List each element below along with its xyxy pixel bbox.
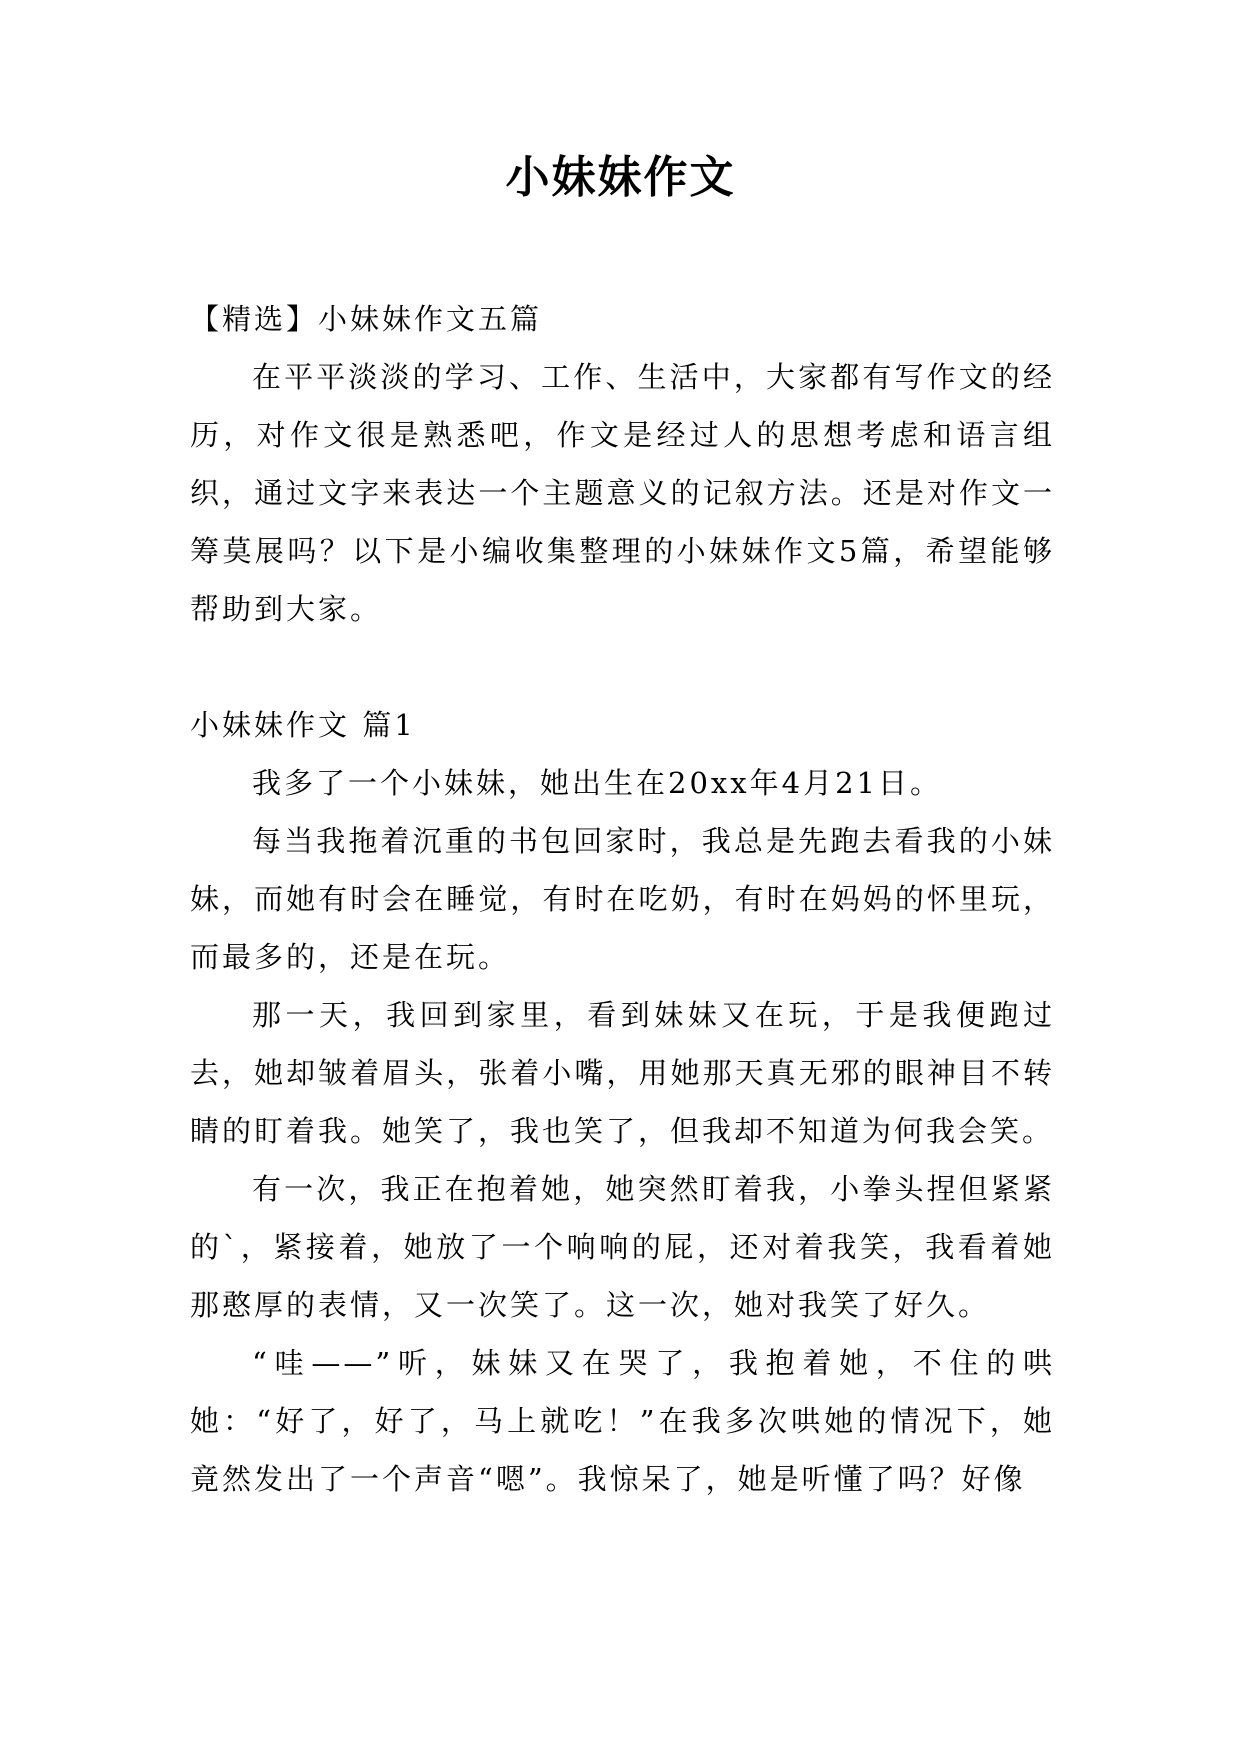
document-body bbox=[190, 290, 1055, 1508]
body-paragraph: “哇——”听，妹妹又在哭了，我抱着她，不住的哄她：“好了，好了，马上就吃！”在我多次哄她的情况下，她竟然发出了一个声音“嗯”。我惊呆了，她是听懂了吗？好像 bbox=[190, 1346, 1055, 1496]
document-title: 小妹妹作文 bbox=[505, 152, 736, 203]
section-spacer bbox=[190, 638, 1055, 696]
section-heading: 小妹妹作文 篇1 bbox=[190, 708, 416, 742]
intro-paragraph: 在平平淡淡的学习、工作、生活中，大家都有写作文的经历，对作文很是熟悉吧，作文是经过人的思想考虑和语言组织，通过文字来表达一个主题意义的记叙方法。还是对作文一筹莫展吗？以下是小编收集整理的小妹妹作文5篇，希望能够帮助到大家。 bbox=[190, 360, 1055, 626]
body-paragraph: 有一次，我正在抱着她，她突然盯着我，小拳头捏但紧紧的`，紧接着，她放了一个响响的屁，还对着我笑，我看着她那憨厚的表情，又一次笑了。这一次，她对我笑了好久。 bbox=[190, 1172, 1055, 1322]
body-paragraph: 每当我拖着沉重的书包回家时，我总是先跑去看我的小妹妹，而她有时会在睡觉，有时在吃奶，有时在妈妈的怀里玩，而最多的，还是在玩。 bbox=[190, 824, 1055, 974]
document-subtitle: 【精选】小妹妹作文五篇 bbox=[190, 302, 543, 336]
body-paragraph: 那一天，我回到家里，看到妹妹又在玩，于是我便跑过去，她却皱着眉头，张着小嘴，用她那天真无邪的眼神目不转睛的盯着我。她笑了，我也笑了，但我却不知道为何我会笑。 bbox=[190, 998, 1055, 1148]
body-paragraph: 我多了一个小妹妹，她出生在20xx年4月21日。 bbox=[252, 766, 942, 800]
